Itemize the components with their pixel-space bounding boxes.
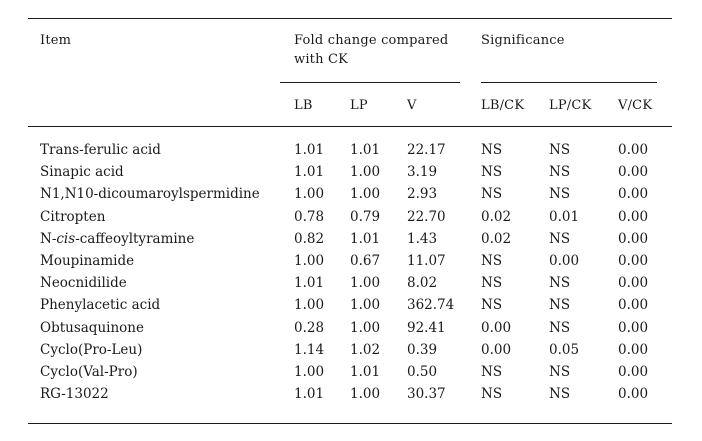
cell-v: 0.39 (407, 341, 438, 358)
cell-lp-ck: NS (549, 275, 571, 292)
cell-item-part: Trans-ferulic acid (40, 142, 161, 158)
cell-lb: 0.82 (294, 230, 325, 247)
cell-item-part: cis (56, 230, 76, 247)
cell-lb: 1.14 (294, 341, 325, 358)
cell-lb-ck: NS (481, 164, 503, 181)
header-fold-change-line2: with CK (294, 52, 349, 67)
cell-item-part: RG-13022 (40, 386, 109, 403)
cell-item-part: Cyclo(Pro-Leu) (40, 341, 143, 358)
cell-v-ck: 0.00 (618, 142, 649, 158)
cell-lp-ck: NS (549, 230, 571, 247)
table-row (0, 294, 702, 316)
cell-v-ck: 0.00 (618, 386, 649, 403)
cell-item-part: N- (40, 230, 57, 247)
cell-lp: 1.00 (350, 186, 381, 203)
col-header-lb: LB (294, 98, 313, 113)
cell-v: 362.74 (407, 297, 455, 314)
cell-lb: 1.01 (294, 386, 325, 403)
cell-lp: 1.00 (350, 164, 381, 181)
cell-lp-ck: NS (549, 386, 571, 403)
cell-lb-ck: 0.02 (481, 230, 512, 247)
bottom-rule (28, 423, 672, 424)
cell-v-ck: 0.00 (618, 253, 649, 269)
cell-item (40, 186, 260, 202)
cell-lb-ck: 0.00 (481, 341, 512, 358)
cell-v-ck: 0.00 (618, 341, 649, 358)
cell-lp-ck: NS (549, 364, 571, 380)
cell-lp-ck: NS (549, 142, 571, 158)
cell-v-ck: 0.00 (618, 230, 649, 247)
cell-item-part: Phenylacetic acid (40, 297, 161, 314)
table-row (0, 139, 702, 161)
table-row (0, 339, 702, 361)
cell-lb-ck: NS (481, 386, 503, 403)
cell-lp: 1.01 (350, 230, 381, 247)
table-row (0, 228, 702, 250)
cell-item (40, 253, 134, 269)
table-row (0, 317, 702, 339)
cell-v: 92.41 (407, 319, 446, 336)
cell-v-ck: 0.00 (618, 297, 649, 314)
cell-lp-ck: NS (549, 297, 571, 314)
table-row (0, 183, 702, 205)
cell-v: 8.02 (407, 275, 438, 292)
cell-v: 2.93 (407, 186, 438, 203)
cell-lb: 1.00 (294, 253, 325, 269)
table-row (0, 272, 702, 294)
cell-lb-ck: NS (481, 186, 503, 203)
cell-lp: 1.00 (350, 386, 381, 403)
cell-v-ck: 0.00 (618, 275, 649, 292)
cell-lb-ck: 0.00 (481, 319, 512, 336)
cell-lp: 1.01 (350, 364, 381, 380)
cell-item (40, 209, 105, 225)
cell-lb: 1.01 (294, 164, 325, 181)
cell-lp: 1.01 (350, 142, 381, 158)
cell-item-part: Sinapic acid (40, 164, 124, 181)
cell-v: 1.43 (407, 230, 438, 247)
cell-lb: 1.00 (294, 364, 325, 380)
header-significance: Significance (481, 33, 565, 48)
cell-lp-ck: 0.00 (549, 253, 580, 269)
table-row (0, 206, 702, 228)
cell-lb-ck: NS (481, 364, 503, 380)
cell-lb: 1.01 (294, 142, 325, 158)
cell-item (40, 297, 160, 313)
header-item: Item (40, 33, 72, 48)
cell-lb-ck: NS (481, 275, 503, 292)
cell-lb-ck: NS (481, 253, 503, 269)
cell-item-part: Cyclo(Val-Pro) (40, 364, 138, 380)
cell-v: 11.07 (407, 253, 446, 269)
cell-lp-ck: 0.05 (549, 341, 580, 358)
cell-item-part: Obtusaquinone (40, 319, 144, 336)
cell-v-ck: 0.00 (618, 208, 649, 225)
cell-v: 0.50 (407, 364, 438, 380)
cell-lb-ck: NS (481, 297, 503, 314)
cell-lb: 0.28 (294, 319, 325, 336)
table-row (0, 361, 702, 383)
cell-lb-ck: NS (481, 142, 503, 158)
table-row (0, 161, 702, 183)
cell-v: 30.37 (407, 386, 446, 403)
col-header-lb-ck: LB/CK (481, 98, 525, 113)
cell-item (40, 364, 138, 380)
top-rule (28, 18, 672, 19)
cell-lp: 1.02 (350, 341, 381, 358)
header-rule (28, 126, 672, 127)
col-header-v: V (407, 98, 417, 113)
cell-lp: 0.79 (350, 208, 381, 225)
cell-lb-ck: 0.02 (481, 208, 512, 225)
cell-lp-ck: NS (549, 319, 571, 336)
cell-lb: 1.00 (294, 297, 325, 314)
significance-subrule (481, 82, 657, 83)
cell-lb: 1.01 (294, 275, 325, 292)
cell-item (40, 386, 109, 402)
table-row (0, 383, 702, 405)
cell-item-part: Neocnidilide (40, 275, 127, 292)
cell-v-ck: 0.00 (618, 164, 649, 181)
col-header-v-ck: V/CK (618, 98, 653, 113)
fold-change-subrule (280, 82, 460, 83)
col-header-lp: LP (350, 98, 368, 113)
cell-lp: 0.67 (350, 253, 381, 269)
cell-lb: 1.00 (294, 186, 325, 203)
cell-lp-ck: NS (549, 186, 571, 203)
cell-item-part: Moupinamide (40, 253, 135, 269)
cell-item (40, 342, 142, 358)
cell-item (40, 320, 144, 336)
cell-lp-ck: NS (549, 164, 571, 181)
cell-lp: 1.00 (350, 297, 381, 314)
cell-lp-ck: 0.01 (549, 208, 580, 225)
cell-item (40, 164, 124, 180)
cell-v-ck: 0.00 (618, 186, 649, 203)
cell-item (40, 275, 127, 291)
cell-item (40, 142, 161, 158)
cell-item-part: N1,N10-dicoumaroylspermidine (40, 186, 260, 203)
cell-lp: 1.00 (350, 319, 381, 336)
cell-v: 22.70 (407, 208, 446, 225)
col-header-lp-ck: LP/CK (549, 98, 592, 113)
table-row (0, 250, 702, 272)
cell-item-part: -caffeoyltyramine (75, 230, 195, 247)
cell-v: 22.17 (407, 142, 446, 158)
cell-lp: 1.00 (350, 275, 381, 292)
header-fold-change-line1: Fold change compared (294, 33, 449, 48)
cell-v-ck: 0.00 (618, 364, 649, 380)
cell-item-part: Citropten (40, 208, 106, 225)
cell-item (40, 231, 194, 247)
cell-v-ck: 0.00 (618, 319, 649, 336)
cell-v: 3.19 (407, 164, 438, 181)
cell-lb: 0.78 (294, 208, 325, 225)
